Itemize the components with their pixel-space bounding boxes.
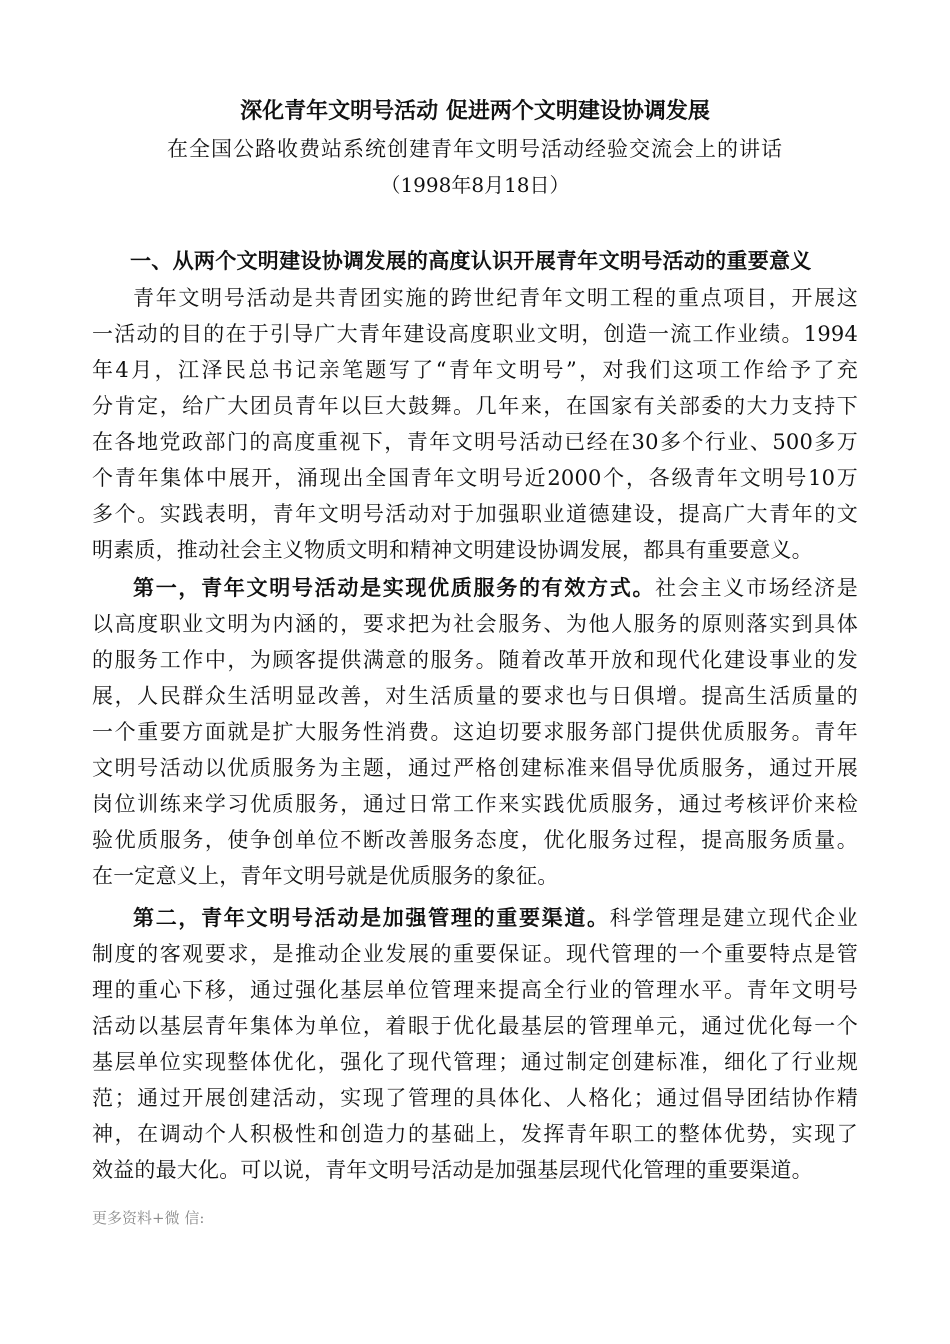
paragraph-first-line-rest: 社会主义市场经济是: [655, 576, 858, 600]
paragraph-line: 文明号活动以优质服务为主题，通过严格创建标准来倡导优质服务，通过开展: [92, 756, 858, 780]
paragraph-line: 理的重心下移，通过强化基层单位管理来提高全行业的管理水平。青年文明号: [92, 978, 858, 1002]
paragraph-line: 年4月，江泽民总书记亲笔题写了“青年文明号”，对我们这项工作给予了充: [92, 358, 858, 382]
footer-note: 更多资料+微 信:: [92, 1209, 205, 1227]
document-title: 深化青年文明号活动 促进两个文明建设协调发展: [240, 98, 710, 124]
paragraph-first-line: [133, 570, 858, 606]
paragraph-line: 一个重要方面就是扩大服务性消费。这迫切要求服务部门提供优质服务。青年: [92, 720, 858, 744]
paragraph-line: 效益的最大化。可以说，青年文明号活动是加强基层现代化管理的重要渠道。: [92, 1158, 813, 1182]
document-date: （1998年8月18日）: [380, 173, 570, 197]
paragraph-line: 范；通过开展创建活动，实现了管理的具体化、人格化；通过倡导团结协作精: [92, 1086, 858, 1110]
paragraph-line: 展，人民群众生活明显改善，对生活质量的要求也与日俱增。提高生活质量的: [92, 684, 858, 708]
paragraph-line: 基层单位实现整体优化，强化了现代管理；通过制定创建标准，细化了行业规: [92, 1050, 858, 1074]
paragraph-line: 个青年集体中展开，涌现出全国青年文明号近2000个，各级青年文明号10万: [92, 466, 858, 490]
paragraph-line: 青年文明号活动是共青团实施的跨世纪青年文明工程的重点项目，开展这: [133, 286, 858, 310]
paragraph-line: 明素质，推动社会主义物质文明和精神文明建设协调发展，都具有重要意义。: [92, 538, 813, 562]
paragraph-line: 在各地党政部门的高度重视下，青年文明号活动已经在30多个行业、500多万: [92, 430, 858, 454]
paragraph-line: 岗位训练来学习优质服务，通过日常工作来实践优质服务，通过考核评价来检: [92, 792, 858, 816]
document-subtitle: 在全国公路收费站系统创建青年文明号活动经验交流会上的讲话: [167, 137, 783, 161]
paragraph-line: 多个。实践表明，青年文明号活动对于加强职业道德建设，提高广大青年的文: [92, 502, 858, 526]
paragraph-line: 活动以基层青年集体为单位，着眼于优化最基层的管理单元，通过优化每一个: [92, 1014, 858, 1038]
paragraph-lead: 第二，青年文明号活动是加强管理的重要渠道。: [133, 905, 610, 930]
paragraph-line: 一活动的目的在于引导广大青年建设高度职业文明，创造一流工作业绩。1994: [92, 322, 858, 346]
paragraph-line: 以高度职业文明为内涵的，要求把为社会服务、为他人服务的原则落实到具体: [92, 612, 858, 636]
paragraph-line: 验优质服务，使争创单位不断改善服务态度，优化服务过程，提高服务质量。: [92, 828, 858, 852]
paragraph-line: 分肯定，给广大团员青年以巨大鼓舞。几年来，在国家有关部委的大力支持下: [92, 394, 858, 418]
paragraph-first-line: [133, 900, 858, 936]
section-heading: 一、从两个文明建设协调发展的高度认识开展青年文明号活动的重要意义: [130, 249, 812, 273]
paragraph-first-line-rest: 科学管理是建立现代企业: [609, 906, 858, 930]
paragraph-line: 制度的客观要求，是推动企业发展的重要保证。现代管理的一个重要特点是管: [92, 942, 858, 966]
paragraph-line: 在一定意义上，青年文明号就是优质服务的象征。: [92, 864, 559, 888]
paragraph-lead: 第一，青年文明号活动是实现优质服务的有效方式。: [133, 575, 656, 600]
paragraph-line: 的服务工作中，为顾客提供满意的服务。随着改革开放和现代化建设事业的发: [92, 648, 858, 672]
paragraph-line: 神，在调动个人积极性和创造力的基础上，发挥青年职工的整体优势，实现了: [92, 1122, 858, 1146]
